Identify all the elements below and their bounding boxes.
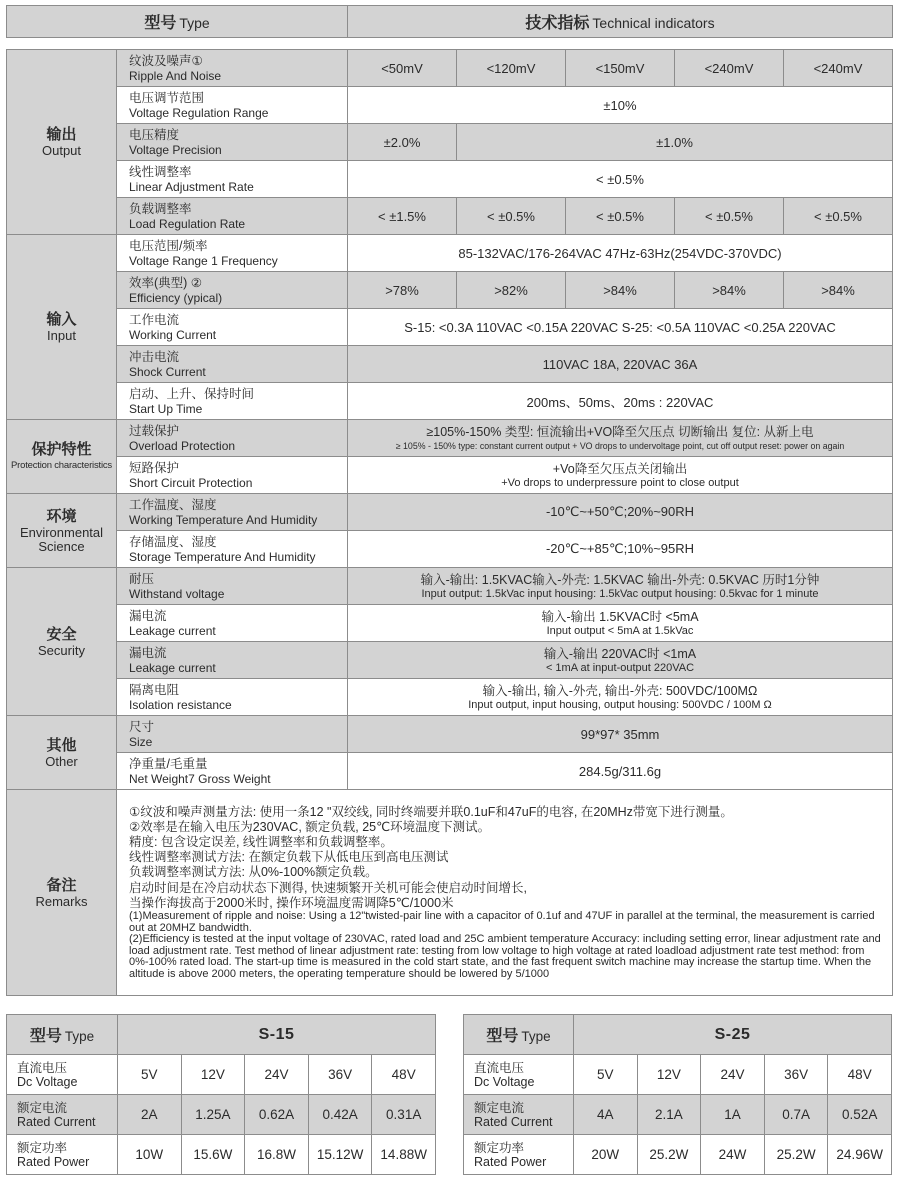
spec-value: < ±0.5% bbox=[784, 198, 893, 235]
spec-value-cn: 输入-输出: 1.5KVAC输入-外壳: 1.5KVAC 输出-外壳: 0.5KVAC 历时1分钟 bbox=[420, 572, 820, 587]
spec-value: 99*97* 35mm bbox=[348, 716, 893, 753]
model-value: 0.52A bbox=[828, 1095, 892, 1135]
model-value: 25.2W bbox=[637, 1135, 701, 1175]
spec-row bbox=[7, 679, 893, 716]
spec-label-en: Shock Current bbox=[129, 364, 206, 379]
model-value: 1.25A bbox=[181, 1095, 245, 1135]
spec-label-en: Load Regulation Rate bbox=[129, 216, 246, 231]
model-value: 24V bbox=[701, 1055, 765, 1095]
spec-label-cn: 启动、上升、保持时间 bbox=[129, 386, 255, 401]
model-type-cell bbox=[7, 1015, 118, 1055]
spec-value: < ±0.5% bbox=[457, 198, 566, 235]
spec-value-en: Input output < 5mA at 1.5kVac bbox=[546, 624, 694, 637]
spec-label-en: Voltage Regulation Range bbox=[129, 105, 269, 120]
model-value: 24W bbox=[701, 1135, 765, 1175]
model-type-en: Type bbox=[64, 1029, 95, 1044]
spec-label-en: Overload Protection bbox=[129, 438, 236, 453]
remarks-line-cn: 启动时间是在冷启动状态下测得, 快速频繁开关机可能会使启动时间增长, bbox=[129, 880, 527, 895]
spec-row bbox=[7, 87, 893, 124]
spec-label-en: Start Up Time bbox=[129, 401, 203, 416]
category-label-en: Output bbox=[41, 143, 82, 158]
type-header-en: Type bbox=[179, 15, 210, 31]
remarks-line-cn: ②效率是在输入电压为230VAC, 额定负载, 25℃环境温度下测试。 bbox=[129, 819, 491, 834]
model-row bbox=[7, 1055, 436, 1095]
spec-row bbox=[7, 198, 893, 235]
spec-label-cn: 工作温度、湿度 bbox=[129, 497, 217, 512]
category-label-en: Protection characteristics bbox=[11, 459, 112, 471]
category-label-cn: 环境 bbox=[46, 507, 77, 525]
spec-value bbox=[348, 457, 893, 494]
category-cell bbox=[7, 716, 117, 790]
spec-row bbox=[7, 642, 893, 679]
spec-value bbox=[348, 679, 893, 716]
spec-label-cn: 过载保护 bbox=[129, 423, 180, 438]
spec-header-row bbox=[7, 6, 893, 38]
spec-label-en: Efficiency (ypical) bbox=[129, 290, 223, 305]
category-label-cn: 其他 bbox=[46, 736, 77, 754]
model-value: 2A bbox=[118, 1095, 182, 1135]
model-value: 15.6W bbox=[181, 1135, 245, 1175]
spec-label-cn: 漏电流 bbox=[129, 608, 167, 623]
spec-label-cell bbox=[117, 124, 348, 161]
spec-label-cn: 效率(典型) ② bbox=[129, 275, 203, 290]
spec-label-en: Linear Adjustment Rate bbox=[129, 179, 254, 194]
type-header-cell bbox=[7, 6, 348, 38]
model-row-label-en: Rated Power bbox=[474, 1154, 547, 1169]
model-row-label-cn: 额定功率 bbox=[474, 1140, 525, 1155]
spec-label-cn: 电压精度 bbox=[129, 127, 180, 142]
spec-value-cn: +Vo降至欠压点关闭输出 bbox=[552, 461, 688, 476]
spec-label-cell bbox=[117, 309, 348, 346]
remarks-paragraph-en: (2)Efficiency is tested at the input voltage of 230VAC, rated load and 25C ambient temperature Accuracy: including setting error, linear adjustment rate and load adjustment rate. Test method of linear adjustment rate: testing from low voltage to high voltage at rated loadload adjustment rate test method: from 0%-100% rated load. The start-up time is measured in the cold start state, and the fast frequent switch machine may increase the startup time. When the altitude is above 2000 meters, the operating temperature should be lowered by 5/1000 bbox=[129, 933, 881, 980]
category-cell bbox=[7, 568, 117, 716]
spec-label-en: Short Circuit Protection bbox=[129, 475, 253, 490]
spec-value: <50mV bbox=[348, 50, 457, 87]
spec-value bbox=[348, 568, 893, 605]
spec-value: ±1.0% bbox=[457, 124, 893, 161]
spec-label-cell bbox=[117, 272, 348, 309]
remarks-line-cn: 当操作海拔高于2000米时, 操作环境温度需调降5℃/1000米 bbox=[129, 895, 454, 910]
spec-label-cell bbox=[117, 679, 348, 716]
spec-value: < ±0.5% bbox=[348, 161, 893, 198]
model-row-label-cn: 额定功率 bbox=[17, 1140, 68, 1155]
spec-label-cn: 存储温度、湿度 bbox=[129, 534, 217, 549]
model-row-label bbox=[464, 1095, 574, 1135]
model-row bbox=[464, 1055, 892, 1095]
spec-value-cn: 输入-输出, 输入-外壳, 输出-外壳: 500VDC/100MΩ bbox=[482, 683, 758, 698]
model-value: 2.1A bbox=[637, 1095, 701, 1135]
model-value: 20W bbox=[574, 1135, 638, 1175]
model-row-label-en: Rated Power bbox=[17, 1154, 90, 1169]
spec-label-cell bbox=[117, 753, 348, 790]
model-row-label-cn: 直流电压 bbox=[474, 1060, 525, 1075]
spec-label-en: Withstand voltage bbox=[129, 586, 225, 601]
category-label-en: Security bbox=[38, 642, 85, 658]
model-type-en: Type bbox=[521, 1029, 551, 1044]
spec-row bbox=[7, 383, 893, 420]
model-row bbox=[7, 1095, 436, 1135]
spec-value: 200ms、50ms、20ms : 220VAC bbox=[348, 383, 893, 420]
spec-label-cell bbox=[117, 87, 348, 124]
spec-row bbox=[7, 309, 893, 346]
spec-value: >82% bbox=[457, 272, 566, 309]
category-cell bbox=[7, 235, 117, 420]
spec-row bbox=[7, 272, 893, 309]
category-label-en: Input bbox=[47, 328, 76, 343]
spec-value: 284.5g/311.6g bbox=[348, 753, 893, 790]
spec-value: <240mV bbox=[675, 50, 784, 87]
spec-row bbox=[7, 420, 893, 457]
spec-value: <150mV bbox=[566, 50, 675, 87]
model-value: 36V bbox=[308, 1055, 372, 1095]
spec-value: <120mV bbox=[457, 50, 566, 87]
model-value: 48V bbox=[372, 1055, 436, 1095]
spec-label-en: Size bbox=[129, 734, 153, 749]
model-value: 12V bbox=[181, 1055, 245, 1095]
model-type-cn: 型号 bbox=[29, 1028, 62, 1045]
tech-header-cn: 技术指标 bbox=[525, 15, 590, 32]
model-row-label-en: Dc Voltage bbox=[17, 1074, 78, 1089]
spec-row bbox=[7, 457, 893, 494]
spec-label-en: Leakage current bbox=[129, 623, 216, 638]
remarks-category-cell bbox=[7, 790, 117, 996]
spec-label-cn: 纹波及噪声① bbox=[129, 53, 203, 68]
model-name: S-25 bbox=[574, 1015, 892, 1055]
spec-label-cell bbox=[117, 605, 348, 642]
remarks-line-cn: 精度: 包含设定误差, 线性调整率和负载调整率。 bbox=[129, 834, 393, 849]
category-label-cn: 安全 bbox=[46, 625, 77, 643]
model-value: 10W bbox=[118, 1135, 182, 1175]
spec-label-cn: 尺寸 bbox=[129, 719, 155, 734]
spec-value: >78% bbox=[348, 272, 457, 309]
spec-label-cn: 漏电流 bbox=[129, 645, 167, 660]
model-type-cn: 型号 bbox=[486, 1028, 519, 1045]
spec-value: 85-132VAC/176-264VAC 47Hz-63Hz(254VDC-370VDC) bbox=[348, 235, 893, 272]
model-row bbox=[464, 1095, 892, 1135]
model-table-s15 bbox=[6, 1014, 436, 1175]
model-row bbox=[7, 1135, 436, 1175]
spec-value: ±2.0% bbox=[348, 124, 457, 161]
spec-row bbox=[7, 531, 893, 568]
category-cell bbox=[7, 420, 117, 494]
spec-value: -20℃~+85℃;10%~95RH bbox=[348, 531, 893, 568]
category-cell bbox=[7, 50, 117, 235]
spec-row bbox=[7, 124, 893, 161]
model-value: 5V bbox=[574, 1055, 638, 1095]
spec-value-en: +Vo drops to underpressure point to close output bbox=[501, 476, 739, 489]
tech-header-en: Technical indicators bbox=[592, 15, 715, 31]
spec-value-en: Input output, input housing, output housing: 500VDC / 100M Ω bbox=[468, 698, 772, 711]
spec-label-en: Ripple And Noise bbox=[129, 68, 222, 83]
category-label-cn: 输入 bbox=[46, 311, 77, 328]
model-value: 48V bbox=[828, 1055, 892, 1095]
spec-value bbox=[348, 420, 893, 457]
spec-label-cn: 耐压 bbox=[129, 571, 155, 586]
spec-label-cell bbox=[117, 161, 348, 198]
spec-label-en: Leakage current bbox=[129, 660, 216, 675]
model-table-s25 bbox=[463, 1014, 892, 1175]
spec-row bbox=[7, 605, 893, 642]
spec-value-en: ≥ 105% - 150% type: constant current output + VO drops to undervoltage point, cut off output reset: power on again bbox=[395, 440, 845, 451]
spec-row bbox=[7, 161, 893, 198]
model-value: 16.8W bbox=[245, 1135, 309, 1175]
spec-value: S-15: <0.3A 110VAC <0.15A 220VAC S-25: <0.5A 110VAC <0.25A 220VAC bbox=[348, 309, 893, 346]
model-value: 0.7A bbox=[764, 1095, 828, 1135]
model-value: 0.42A bbox=[308, 1095, 372, 1135]
spec-label-cell bbox=[117, 568, 348, 605]
model-row-label-cn: 额定电流 bbox=[17, 1100, 68, 1115]
remarks-line-cn: 线性调整率测试方法: 在额定负载下从低电压到高电压测试 bbox=[129, 850, 449, 865]
spec-value: -10℃~+50℃;20%~90RH bbox=[348, 494, 893, 531]
spec-value-cn: ≥105%-150% 类型: 恒流输出+VO降至欠压点 切断输出 复位: 从新上电 bbox=[426, 424, 814, 439]
model-row-label bbox=[7, 1055, 118, 1095]
spec-row bbox=[7, 716, 893, 753]
spec-value: <240mV bbox=[784, 50, 893, 87]
model-row-label bbox=[464, 1135, 574, 1175]
spec-label-cn: 负载调整率 bbox=[129, 201, 192, 216]
spec-label-en: Working Current bbox=[129, 327, 217, 342]
model-value: 0.62A bbox=[245, 1095, 309, 1135]
model-header-row bbox=[7, 1015, 436, 1055]
category-label-cn: 输出 bbox=[46, 126, 77, 143]
model-value: 36V bbox=[764, 1055, 828, 1095]
spec-label-en: Net Weight7 Gross Weight bbox=[129, 771, 271, 786]
spec-label-cell bbox=[117, 198, 348, 235]
model-row-label-en: Rated Current bbox=[474, 1114, 553, 1129]
remarks-label-cn: 备注 bbox=[46, 876, 77, 894]
spec-label-en: Voltage Range 1 Frequency bbox=[129, 253, 278, 268]
spec-header-table bbox=[6, 5, 893, 38]
spec-row bbox=[7, 235, 893, 272]
spec-label-cn: 净重量/毛重量 bbox=[129, 756, 208, 771]
spec-row bbox=[7, 753, 893, 790]
model-row-label-en: Dc Voltage bbox=[474, 1074, 535, 1089]
model-row-label-cn: 直流电压 bbox=[17, 1060, 68, 1075]
spec-label-en: Voltage Precision bbox=[129, 142, 222, 157]
model-value: 24.96W bbox=[828, 1135, 892, 1175]
spec-label-cn: 电压范围/频率 bbox=[129, 238, 208, 253]
spec-label-cell bbox=[117, 494, 348, 531]
spec-label-cn: 线性调整率 bbox=[129, 164, 192, 179]
spec-value: < ±0.5% bbox=[675, 198, 784, 235]
spec-label-cn: 工作电流 bbox=[129, 312, 180, 327]
model-value: 15.12W bbox=[308, 1135, 372, 1175]
spec-table bbox=[6, 49, 893, 996]
model-header-row bbox=[464, 1015, 892, 1055]
spec-label-cell bbox=[117, 420, 348, 457]
model-row bbox=[464, 1135, 892, 1175]
model-value: 0.31A bbox=[372, 1095, 436, 1135]
spec-label-cell bbox=[117, 235, 348, 272]
spec-label-en: Working Temperature And Humidity bbox=[129, 512, 318, 527]
spec-value: >84% bbox=[784, 272, 893, 309]
spec-value: 110VAC 18A, 220VAC 36A bbox=[348, 346, 893, 383]
spec-label-cn: 电压调节范围 bbox=[129, 90, 205, 105]
spec-label-cell bbox=[117, 531, 348, 568]
spec-value: < ±0.5% bbox=[566, 198, 675, 235]
spec-label-cn: 短路保护 bbox=[129, 460, 180, 475]
remarks-line-cn: ①纹波和噪声测量方法: 使用一条12 "双绞线, 同时终端要并联0.1uF和47uF的电容, 在20MHz带宽下进行测量。 bbox=[129, 804, 733, 819]
spec-value-en: < 1mA at input-output 220VAC bbox=[545, 661, 695, 674]
type-header-cn: 型号 bbox=[144, 15, 177, 32]
model-value: 24V bbox=[245, 1055, 309, 1095]
model-row-label bbox=[7, 1095, 118, 1135]
spec-row bbox=[7, 346, 893, 383]
remarks-paragraph-en: (1)Measurement of ripple and noise: Using a 12"twisted-pair line with a capacitor of 0.1uf and 47UF in parallel at the terminal, the measurement is carried out at 20MHZ bandwidth. bbox=[129, 909, 875, 934]
model-value: 12V bbox=[637, 1055, 701, 1095]
category-label-en: Environmental Science bbox=[19, 524, 104, 554]
spec-label-cell bbox=[117, 346, 348, 383]
model-value: 14.88W bbox=[372, 1135, 436, 1175]
spec-label-cell bbox=[117, 716, 348, 753]
spec-row bbox=[7, 494, 893, 531]
remarks-text-cell bbox=[117, 790, 893, 996]
spec-label-cell bbox=[117, 457, 348, 494]
spec-label-cell bbox=[117, 383, 348, 420]
model-type-cell bbox=[464, 1015, 574, 1055]
spec-value-en: Input output: 1.5kVac input housing: 1.5kVac output housing: 0.5kvac for 1 minute bbox=[421, 587, 819, 600]
remarks-line-cn: 负载调整率测试方法: 从0%-100%额定负载。 bbox=[129, 865, 378, 880]
model-value: 1A bbox=[701, 1095, 765, 1135]
remarks-row bbox=[7, 790, 893, 996]
spec-value: < ±1.5% bbox=[348, 198, 457, 235]
model-value: 4A bbox=[574, 1095, 638, 1135]
spec-table-body bbox=[7, 50, 893, 996]
spec-value: ±10% bbox=[348, 87, 893, 124]
category-cell bbox=[7, 494, 117, 568]
model-table-body bbox=[464, 1015, 892, 1175]
spec-row bbox=[7, 50, 893, 87]
category-label-cn: 保护特性 bbox=[31, 440, 92, 458]
model-row-label bbox=[7, 1135, 118, 1175]
model-value: 5V bbox=[118, 1055, 182, 1095]
spec-value bbox=[348, 605, 893, 642]
model-name: S-15 bbox=[118, 1015, 436, 1055]
spec-label-cell bbox=[117, 642, 348, 679]
category-label-en: Other bbox=[45, 753, 78, 769]
spec-label-cell bbox=[117, 50, 348, 87]
spec-value bbox=[348, 642, 893, 679]
model-row-label-en: Rated Current bbox=[17, 1114, 96, 1129]
spec-value: >84% bbox=[675, 272, 784, 309]
spec-label-en: Isolation resistance bbox=[129, 697, 232, 712]
remarks-label-en: Remarks bbox=[35, 893, 88, 909]
model-row-label-cn: 额定电流 bbox=[474, 1100, 525, 1115]
spec-value-cn: 输入-输出 1.5KVAC时 <5mA bbox=[541, 609, 699, 624]
spec-label-en: Storage Temperature And Humidity bbox=[129, 549, 316, 564]
spec-value-cn: 输入-输出 220VAC时 <1mA bbox=[543, 646, 697, 661]
spec-label-cn: 冲击电流 bbox=[129, 349, 180, 364]
spec-row bbox=[7, 568, 893, 605]
spec-label-cn: 隔离电阻 bbox=[129, 682, 180, 697]
spec-value: >84% bbox=[566, 272, 675, 309]
model-value: 25.2W bbox=[764, 1135, 828, 1175]
model-row-label bbox=[464, 1055, 574, 1095]
model-table-body bbox=[7, 1015, 436, 1175]
tech-header-cell bbox=[348, 6, 893, 38]
